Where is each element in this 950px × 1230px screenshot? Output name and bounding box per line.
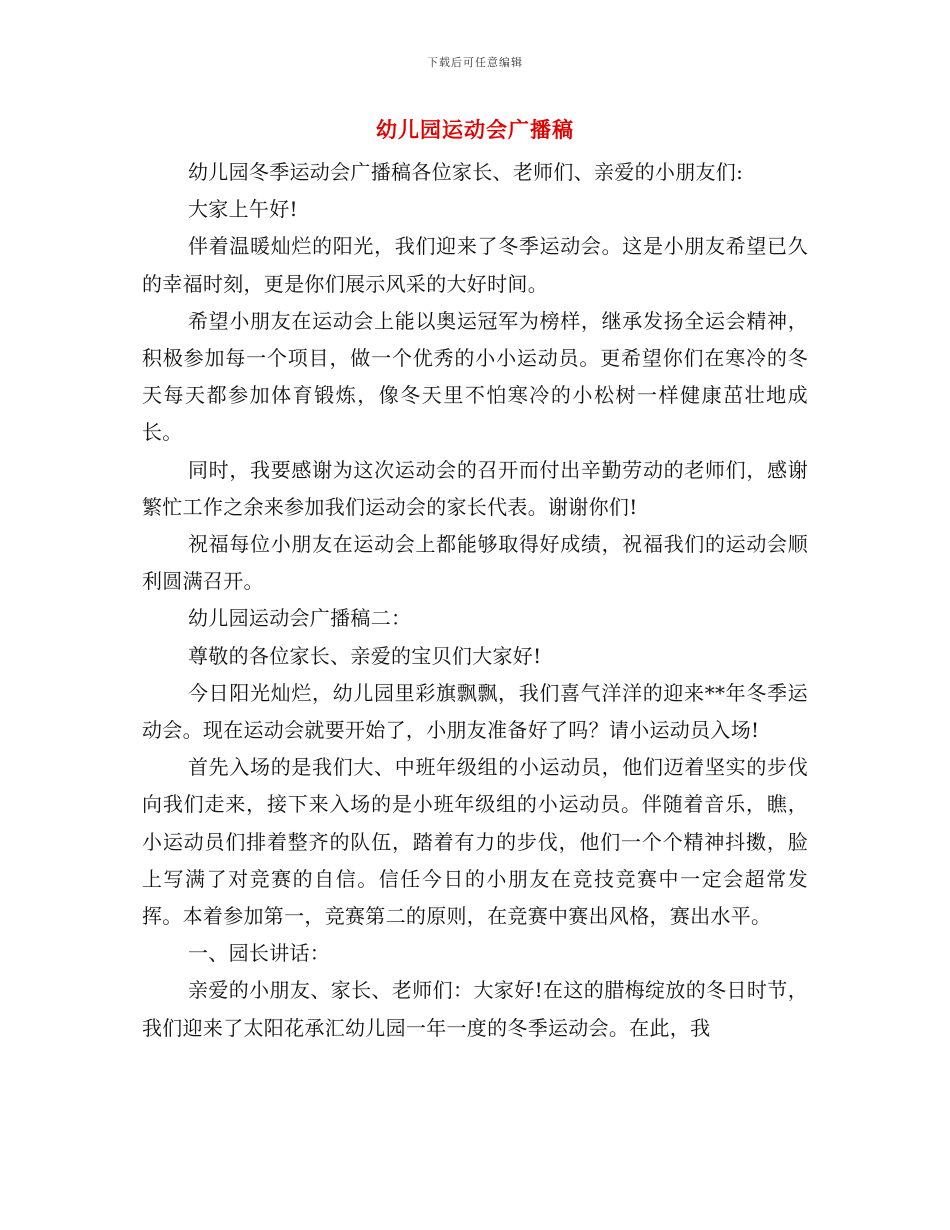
paragraph-entrance: 首先入场的是我们大、中班年级组的小运动员，他们迈着坚实的步伐向我们走来，接下来入场的是小班年级组的小运动员。伴随着音乐，瞧，小运动员们排着整齐的队伍，踏着有力的步伐，他们一个个精神抖擞，脸上写满了对竞赛的自信。信任今日的小朋友在竞技竞赛中一定会超常发挥。本着参加第一，竞赛第二的原则，在竞赛中赛出风格，赛出水平。 — [142, 755, 808, 929]
paragraph-blessing: 祝福每位小朋友在运动会上都能够取得好成绩，祝福我们的运动会顺利圆满召开。 — [142, 532, 808, 594]
paragraph-opening: 今日阳光灿烂，幼儿园里彩旗飘飘，我们喜气洋洋的迎来**年冬季运动会。现在运动会就要开始了，小朋友准备好了吗？请小运动员入场! — [142, 680, 808, 743]
paragraph-greeting-line: 幼儿园冬季运动会广播稿各位家长、老师们、亲爱的小朋友们: — [188, 160, 744, 184]
paragraph-principal-speech: 亲爱的小朋友、家长、老师们：大家好!在这的腊梅绽放的冬日时节，我们迎来了太阳花承汇幼儿园一年一度的冬季运动会。在此，我 — [142, 978, 808, 1040]
document-body — [142, 154, 808, 1047]
document-title: 幼儿园运动会广播稿 — [376, 117, 574, 142]
paragraph-section-two-greeting: 尊敬的各位家长、亲爱的宝贝们大家好! — [188, 643, 542, 668]
paragraph-hope: 希望小朋友在运动会上能以奥运冠军为榜样，继承发扬全运会精神，积极参加每一个项目，做一个优秀的小小运动员。更希望你们在寒冷的冬天每天都参加体育锻炼，像冬天里不怕寒冷的小松树一样健康茁壮地成长。 — [142, 308, 808, 445]
paragraph-thanks: 同时，我要感谢为这次运动会的召开而付出辛勤劳动的老师们，感谢繁忙工作之余来参加我们运动会的家长代表。谢谢你们! — [142, 457, 808, 519]
paragraph-section-two-heading: 幼儿园运动会广播稿二： — [188, 606, 412, 631]
paragraph-sunshine: 伴着温暖灿烂的阳光，我们迎来了冬季运动会。这是小朋友希望已久的幸福时刻，更是你们展示风采的大好时间。 — [142, 234, 808, 296]
paragraph-principal-heading: 一、园长讲话： — [188, 941, 331, 966]
paragraph-good-morning: 大家上午好! — [188, 197, 298, 222]
header-note: 下载后可任意编辑 — [427, 56, 523, 69]
